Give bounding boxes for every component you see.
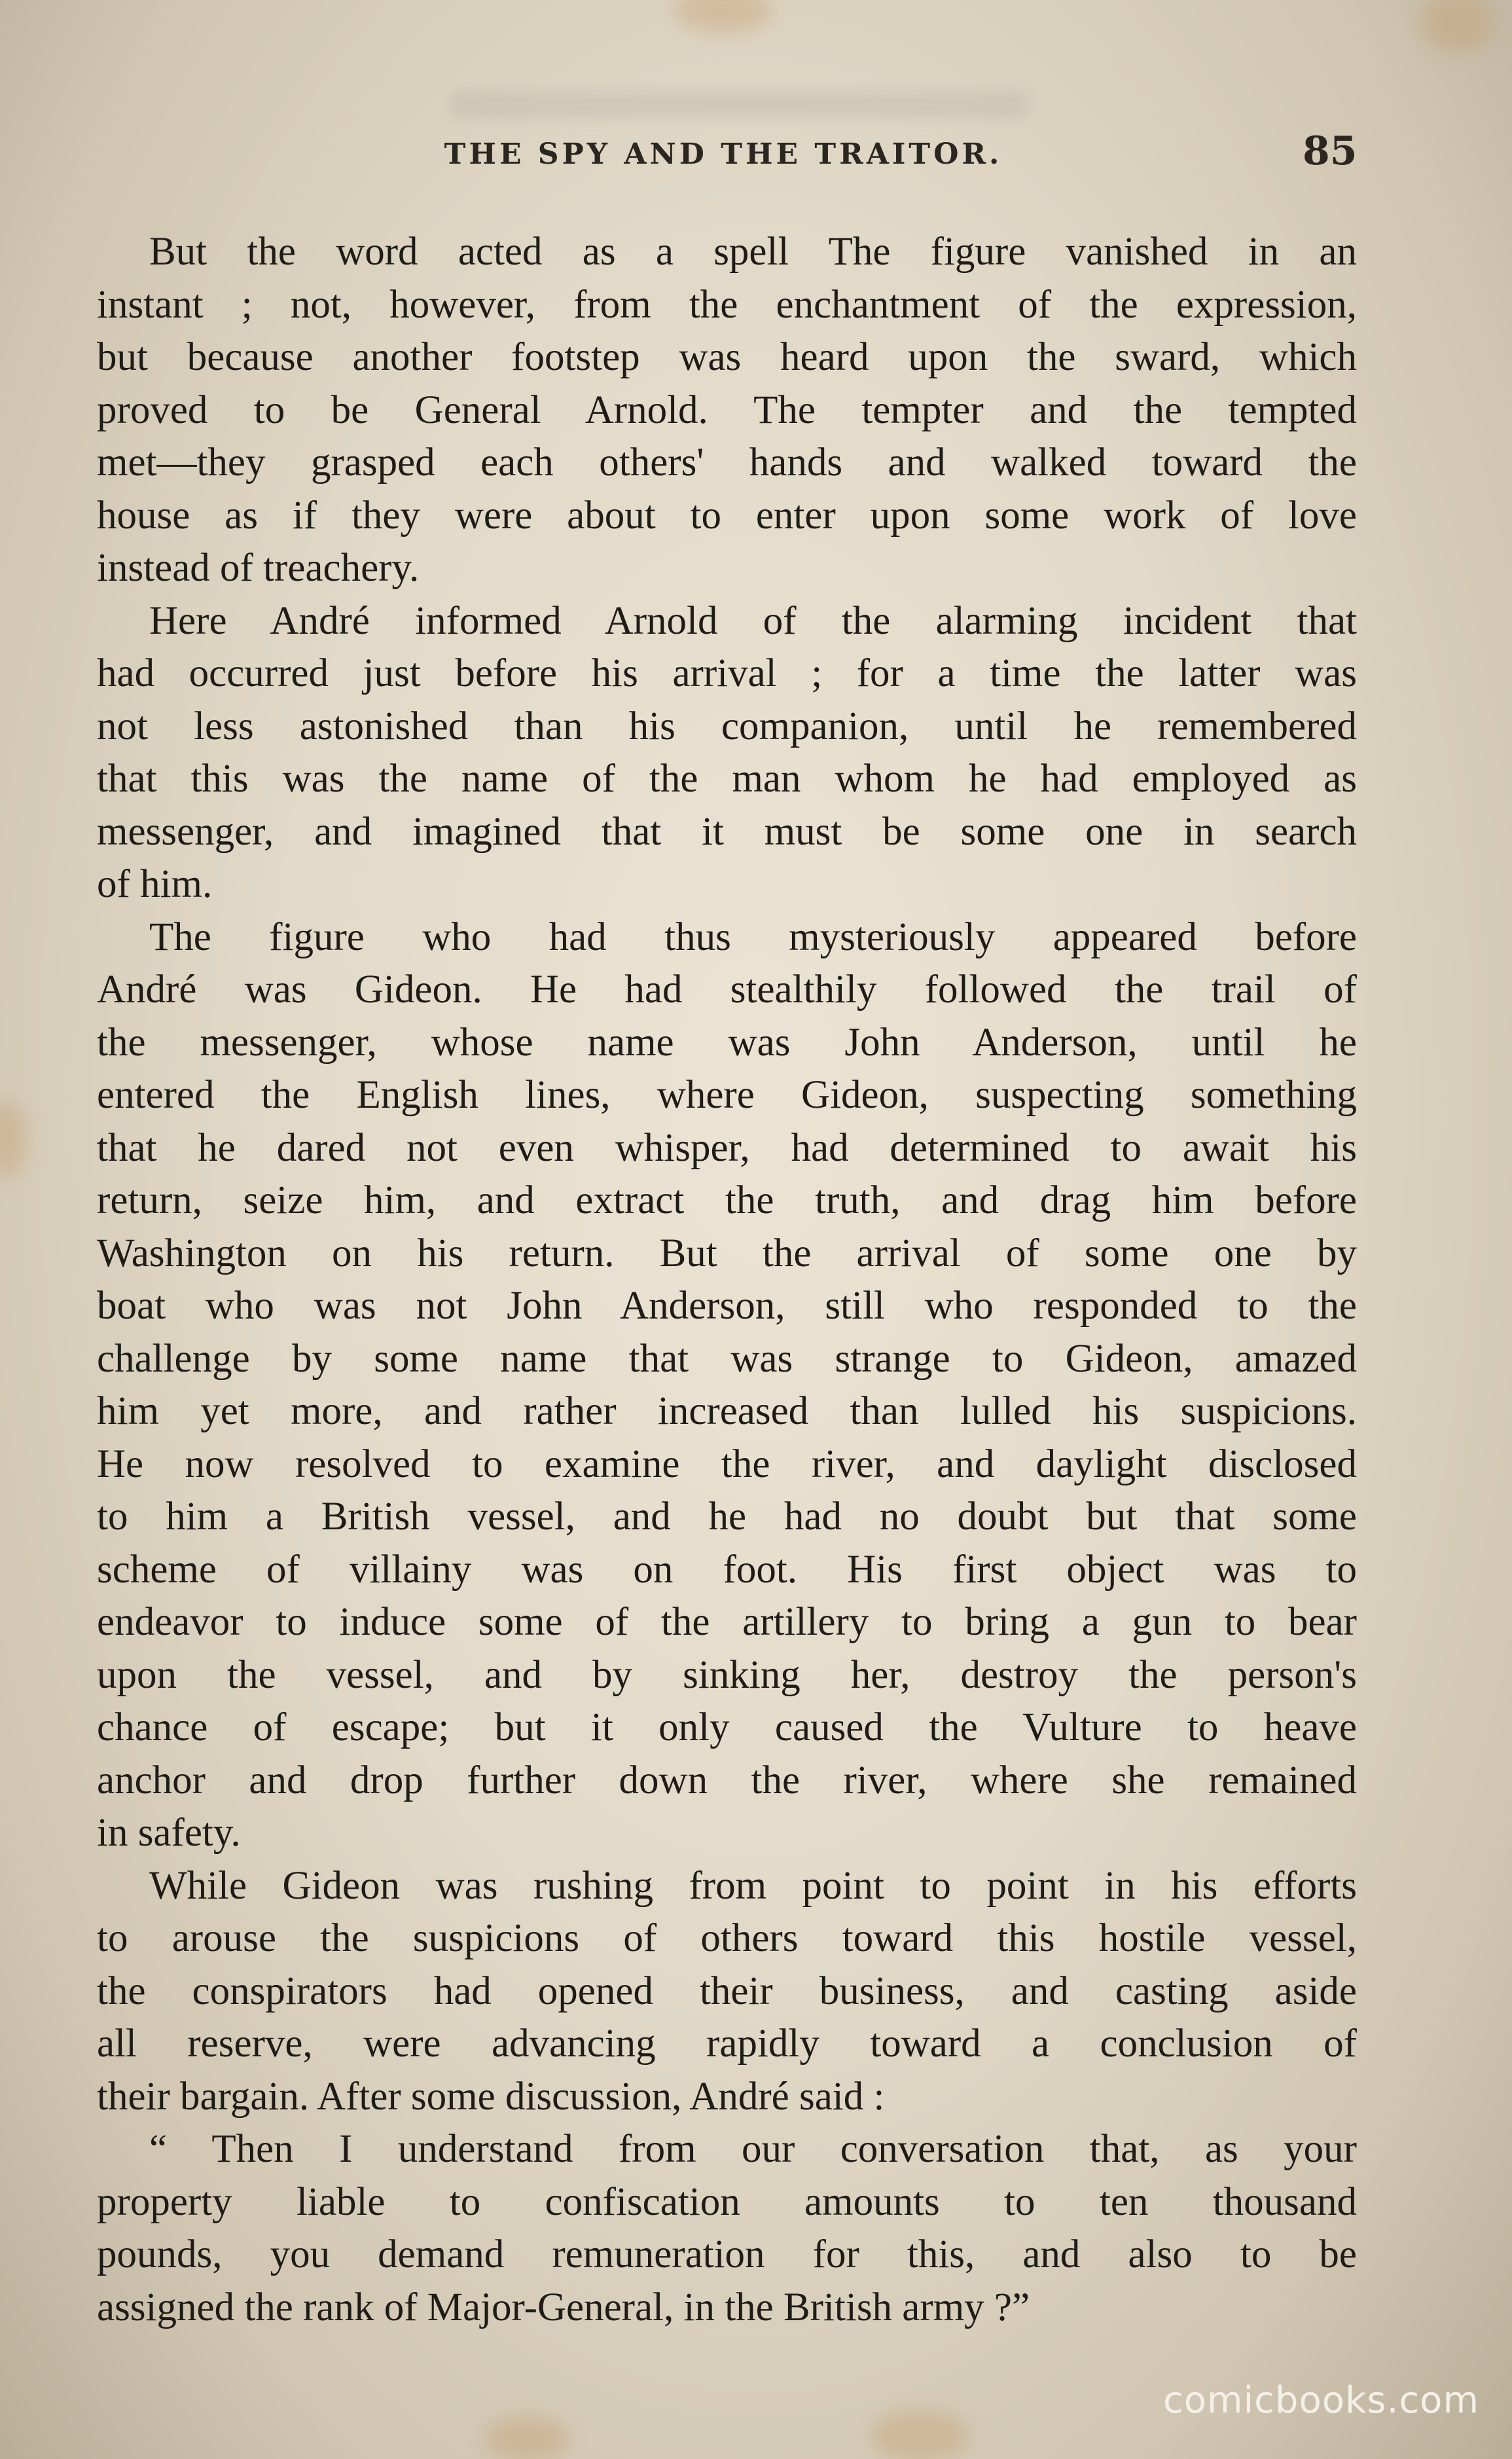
page-stain [484, 2416, 569, 2459]
watermark: comicbooks.com [1162, 2379, 1479, 2422]
text-line: anchor and drop further down the river, where she remained [97, 1758, 1357, 1802]
body-text [97, 226, 1357, 2334]
text-line: boat who was not John Anderson, still who responded to the [97, 1284, 1357, 1328]
text-line: that he dared not even whisper, had determined to await his [97, 1125, 1357, 1170]
text-line: Here André informed Arnold of the alarming incident that [149, 598, 1357, 643]
text-line: He now resolved to examine the river, and daylight disclosed [97, 1442, 1357, 1486]
text-line: pounds, you demand remuneration for this, and also to be [97, 2232, 1357, 2276]
text-line: The figure who had thus mysteriously appeared before [149, 915, 1357, 959]
paragraph [97, 2123, 1357, 2334]
text-line: of him. [97, 862, 213, 906]
text-line: Washington on his return. But the arrival of some one by [97, 1231, 1357, 1275]
page-stain [1420, 0, 1492, 52]
text-line: upon the vessel, and by sinking her, destroy the person's [97, 1652, 1357, 1697]
page-stain [0, 1100, 26, 1178]
text-line: property liable to confiscation amounts to ten thousand [97, 2179, 1357, 2224]
paragraph [97, 1860, 1357, 2124]
text-line: met—they grasped each others' hands and walked toward the [97, 441, 1357, 484]
text-line: scheme of villainy was on foot. His first object was to [97, 1547, 1357, 1592]
text-line: house as if they were about to enter upon some work of love [97, 493, 1357, 537]
text-line: in safety. [97, 1811, 241, 1855]
paragraph [97, 595, 1357, 911]
text-line: entered the English lines, where Gideon, suspecting something [97, 1073, 1357, 1117]
text-line: André was Gideon. He had stealthily followed the trail of [97, 968, 1357, 1011]
paragraph [97, 226, 1357, 595]
text-line: return, seize him, and extract the truth, and drag him before [97, 1178, 1357, 1222]
show-through-text [452, 92, 1028, 118]
page-stain [674, 0, 772, 33]
page-stain [871, 2409, 969, 2459]
text-line: had occurred just before his arrival ; for a time the latter was [97, 651, 1357, 695]
text-line: that this was the name of the man whom he had employed as [97, 757, 1357, 801]
text-line: assigned the rank of Major-General, in the British army ?” [97, 2285, 1030, 2329]
page-number: 85 [1303, 128, 1358, 174]
text-line: chance of escape; but it only caused the Vulture to heave [97, 1705, 1357, 1749]
text-line: proved to be General Arnold. The tempter and the tempted [97, 388, 1357, 432]
text-line: instead of treachery. [97, 546, 420, 590]
running-title: THE SPY AND THE TRAITOR. [444, 137, 1003, 171]
text-line: but because another footstep was heard upon the sward, which [97, 335, 1357, 379]
paragraph [97, 911, 1357, 1860]
text-line: to arouse the suspicions of others toward this hostile vessel, [97, 1916, 1357, 1960]
text-line: not less astonished than his companion, until he remembered [97, 704, 1357, 748]
text-line: him yet more, and rather increased than lulled his suspicions. [97, 1389, 1357, 1433]
text-line: the messenger, whose name was John Anderson, until he [97, 1020, 1357, 1065]
text-line: messenger, and imagined that it must be some one in search [97, 809, 1357, 854]
text-line: endeavor to induce some of the artillery to bring a gun to bear [97, 1600, 1357, 1644]
text-line: their bargain. After some discussion, André said : [97, 2074, 885, 2119]
text-line: all reserve, were advancing rapidly toward a conclusion of [97, 2022, 1357, 2066]
text-line: But the word acted as a spell The figure vanished in an [149, 230, 1357, 274]
text-line: to him a British vessel, and he had no doubt but that some [97, 1495, 1357, 1539]
text-line: the conspirators had opened their business, and casting aside [97, 1969, 1357, 2013]
text-line: instant ; not, however, from the enchantment of the expression, [97, 282, 1357, 327]
text-line: While Gideon was rushing from point to point in his efforts [149, 1863, 1357, 1908]
text-line: challenge by some name that was strange to Gideon, amazed [97, 1336, 1357, 1381]
text-line: “ Then I understand from our conversation that, as your [149, 2127, 1357, 2171]
